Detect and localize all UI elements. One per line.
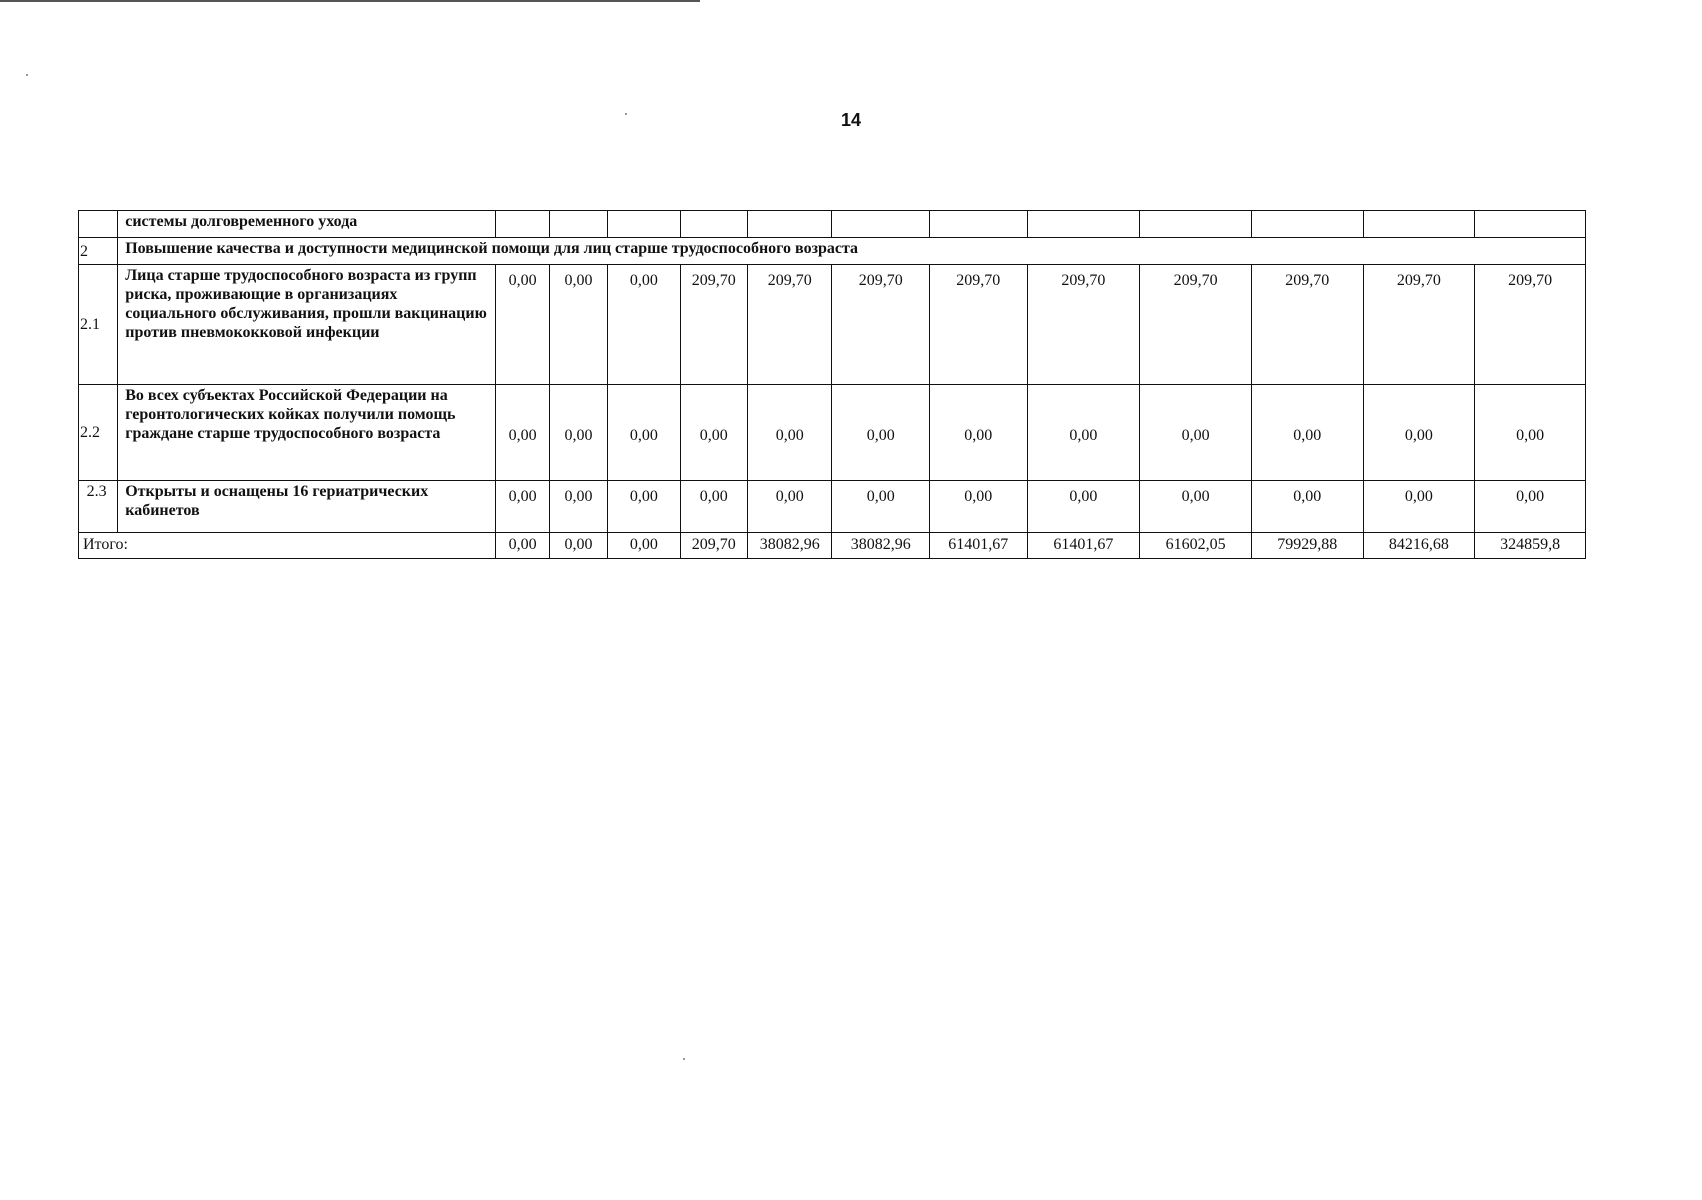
- value-cell: 0,00: [832, 481, 930, 533]
- total-value-cell: 61401,67: [1027, 533, 1140, 559]
- empty-cell: [832, 211, 930, 238]
- value-cell: 0,00: [1140, 481, 1252, 533]
- table-row-section: [79, 238, 1586, 265]
- value-cell: 0,00: [680, 481, 747, 533]
- value-cell: 0,00: [832, 385, 930, 481]
- value-cell: 0,00: [1027, 385, 1140, 481]
- value-cell: 0,00: [549, 481, 607, 533]
- value-cell: 209,70: [930, 265, 1028, 385]
- total-value-cell: 84216,68: [1363, 533, 1475, 559]
- table-row-continued: [79, 211, 1586, 238]
- value-cell: 0,00: [680, 385, 747, 481]
- page-number: 14: [840, 110, 862, 130]
- empty-cell: [680, 211, 747, 238]
- value-cell: 0,00: [1475, 481, 1586, 533]
- total-value-cell: 0,00: [549, 533, 607, 559]
- row-index: [79, 211, 118, 238]
- table-row-total: [79, 533, 1586, 559]
- data-table: [78, 210, 1586, 559]
- table-row: [79, 481, 1586, 533]
- section-index: 2: [79, 238, 118, 265]
- total-value-cell: 0,00: [496, 533, 549, 559]
- value-cell: 209,70: [680, 265, 747, 385]
- total-value-cell: 209,70: [680, 533, 747, 559]
- value-cell: 209,70: [1363, 265, 1475, 385]
- empty-cell: [930, 211, 1028, 238]
- value-cell: 0,00: [549, 385, 607, 481]
- value-cell: 0,00: [747, 481, 832, 533]
- empty-cell: [1251, 211, 1363, 238]
- value-cell: 0,00: [930, 481, 1028, 533]
- empty-cell: [747, 211, 832, 238]
- empty-cell: [496, 211, 549, 238]
- section-title: Повышение качества и доступности медицинской помощи для лиц старше трудоспособного возраста: [118, 238, 1586, 265]
- value-cell: 0,00: [1251, 385, 1363, 481]
- value-cell: 0,00: [496, 481, 549, 533]
- row-label: Открыты и оснащены 16 гериатрических кабинетов: [118, 481, 496, 533]
- value-cell: 0,00: [1027, 481, 1140, 533]
- value-cell: 0,00: [1475, 385, 1586, 481]
- value-cell: 0,00: [608, 265, 680, 385]
- total-value-cell: 324859,8: [1475, 533, 1586, 559]
- empty-cell: [1475, 211, 1586, 238]
- value-cell: 0,00: [1251, 481, 1363, 533]
- value-cell: 209,70: [1251, 265, 1363, 385]
- empty-cell: [1363, 211, 1475, 238]
- row-label: Лица старше трудоспособного возраста из групп риска, проживающие в организациях социального обслуживания, прошли вакцинацию против пневмококковой инфекции: [118, 265, 496, 385]
- row-label: Во всех субъектах Российской Федерации на геронтологических койках получили помощь граждане старше трудоспособного возраста: [118, 385, 496, 481]
- value-cell: 209,70: [1140, 265, 1252, 385]
- scan-speck: [683, 1058, 685, 1060]
- total-value-cell: 61401,67: [930, 533, 1028, 559]
- value-cell: 0,00: [496, 385, 549, 481]
- empty-cell: [1140, 211, 1252, 238]
- total-value-cell: 38082,96: [747, 533, 832, 559]
- total-value-cell: 38082,96: [832, 533, 930, 559]
- table-row: [79, 385, 1586, 481]
- value-cell: 209,70: [832, 265, 930, 385]
- value-cell: 0,00: [1140, 385, 1252, 481]
- empty-cell: [1027, 211, 1140, 238]
- total-value-cell: 0,00: [608, 533, 680, 559]
- scan-edge-line: [0, 0, 700, 2]
- total-value-cell: 61602,05: [1140, 533, 1252, 559]
- value-cell: 209,70: [1475, 265, 1586, 385]
- value-cell: 0,00: [747, 385, 832, 481]
- value-cell: 209,70: [747, 265, 832, 385]
- value-cell: 0,00: [930, 385, 1028, 481]
- table-row: [79, 265, 1586, 385]
- total-label: Итого:: [79, 533, 496, 559]
- scan-speck: [26, 74, 28, 76]
- value-cell: 209,70: [1027, 265, 1140, 385]
- value-cell: 0,00: [496, 265, 549, 385]
- empty-cell: [608, 211, 680, 238]
- empty-cell: [549, 211, 607, 238]
- row-index: 2.3: [79, 481, 118, 533]
- row-index: 2.1: [79, 265, 118, 385]
- value-cell: 0,00: [608, 481, 680, 533]
- value-cell: 0,00: [549, 265, 607, 385]
- value-cell: 0,00: [1363, 385, 1475, 481]
- value-cell: 0,00: [1363, 481, 1475, 533]
- total-value-cell: 79929,88: [1251, 533, 1363, 559]
- row-label: системы долговременного ухода: [118, 211, 496, 238]
- row-index: 2.2: [79, 385, 118, 481]
- value-cell: 0,00: [608, 385, 680, 481]
